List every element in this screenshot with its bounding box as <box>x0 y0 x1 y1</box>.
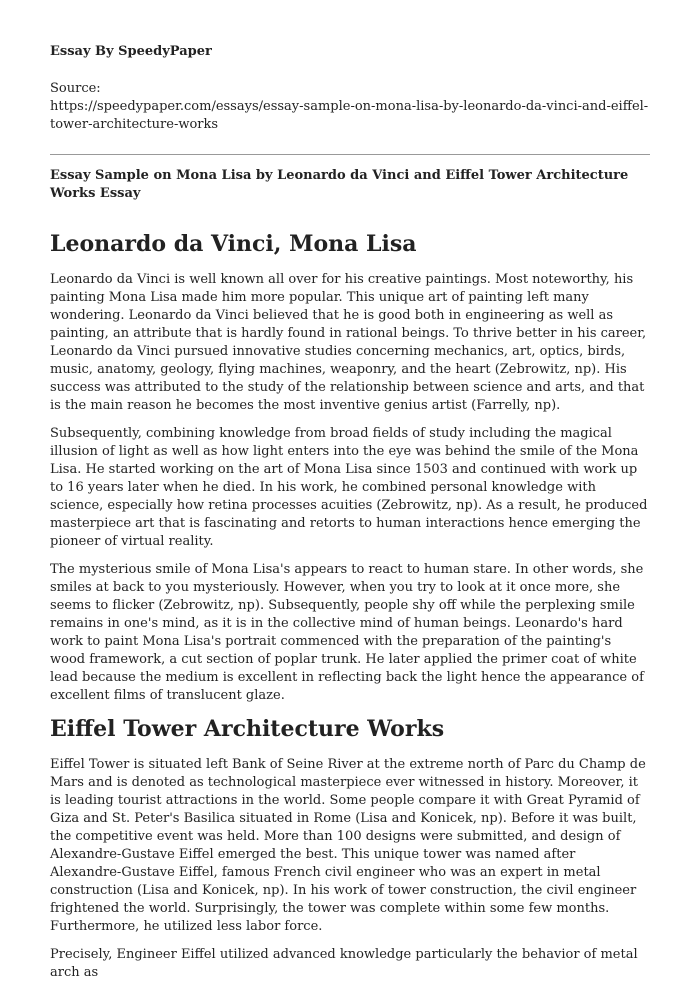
divider <box>50 154 650 155</box>
source-url: https://speedypaper.com/essays/essay-sample-on-mona-lisa-by-leonardo-da-vinci-and-eiffel-tower-architecture-works <box>50 99 649 132</box>
source-label: Source: <box>50 81 101 96</box>
paragraph: Precisely, Engineer Eiffel utilized advanced knowledge particularly the behavior of metal arch as <box>50 947 638 980</box>
paragraph: Eiffel Tower is situated left Bank of Seine River at the extreme north of Parc du Champ de Mars and is denoted as technological masterpiece ever witnessed in history. Moreover, it is leading tourist attractions in the world. Some people compare it with Great Pyramid of Giza and St. Peter's Basilica situated in Rome (Lisa and Konicek, np). Before it was built, the competitive event was held. More than 100 designs were submitted, and design of Alexandre-Gustave Eiffel emerged the best. This unique tower was named after Alexandre-Gustave Eiffel, famous French civil engineer who was an expert in metal construction (Lisa and Konicek, np). In his work of tower construction, the civil engineer frightened the world. Surprisingly, the tower was complete within some few months. Furthermore, he utilized less labor force. <box>50 757 646 934</box>
section-heading: Eiffel Tower Architecture Works <box>50 716 445 742</box>
paragraph: Subsequently, combining knowledge from broad fields of study including the magical illusion of light as well as how light enters into the eye was behind the smile of the Mona Lisa. He started working on the art of Mona Lisa since 1503 and continued with work up to 16 years later when he died. In his work, he combined personal knowledge with science, especially how retina processes acuities (Zebrowitz, np). As a result, he produced masterpiece art that is fascinating and retorts to human interactions hence emerging the pioneer of virtual reality. <box>50 426 648 549</box>
section-heading: Leonardo da Vinci, Mona Lisa <box>50 231 417 257</box>
brand-line: Essay By SpeedyPaper <box>50 44 212 59</box>
essay-title: Essay Sample on Mona Lisa by Leonardo da Vinci and Eiffel Tower Architecture Works Essay <box>50 168 629 201</box>
paragraph: Leonardo da Vinci is well known all over for his creative paintings. Most noteworthy, his painting Mona Lisa made him more popular. This unique art of painting left many wondering. Leonardo da Vinci believed that he is good both in engineering as well as painting, an attribute that is hardly found in rational beings. To thrive better in his career, Leonardo da Vinci pursued innovative studies concerning mechanics, art, optics, birds, music, anatomy, geology, flying machines, weaponry, and the heart (Zebrowitz, np). His success was attributed to the study of the relationship between science and arts, and that is the main reason he becomes the most inventive genius artist (Farrelly, np). <box>50 272 647 413</box>
source-block <box>50 80 650 134</box>
paragraph: The mysterious smile of Mona Lisa's appears to react to human stare. In other words, she smiles at back to you mysteriously. However, when you try to look at it once more, she seems to flicker (Zebrowitz, np). Subsequently, people shy off while the perplexing smile remains in one's mind, as it is in the collective mind of human beings. Leonardo's hard work to paint Mona Lisa's portrait commenced with the preparation of the painting's wood framework, a cut section of poplar trunk. He later applied the primer coat of white lead because the medium is excellent in reflecting back the light hence the appearance of excellent films of translucent glaze. <box>50 562 644 703</box>
